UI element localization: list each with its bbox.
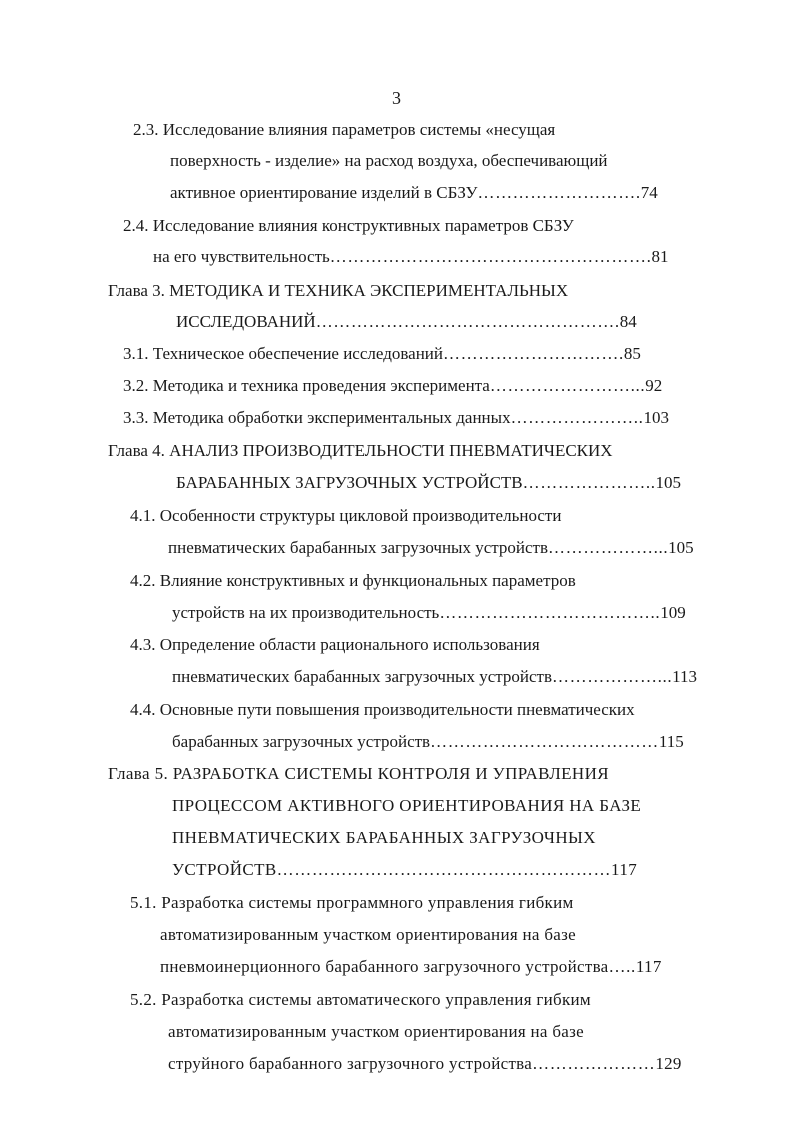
toc-page-ref: 117 <box>635 957 662 976</box>
toc-page-ref: 113 <box>672 667 698 686</box>
toc-line: 3.1. Техническое обеспечение исследований………………………….85 <box>123 344 641 363</box>
toc-page-ref: 105 <box>668 538 694 557</box>
toc-line: 4.3. Определение области рационального использования <box>130 635 540 654</box>
toc-page-ref: 117 <box>611 860 638 879</box>
toc-line: 4.4. Основные пути повышения производительности пневматических <box>130 700 635 719</box>
toc-line: 2.4. Исследование влияния конструктивных параметров СБЗУ <box>123 216 574 235</box>
toc-page-ref: 115 <box>658 732 684 751</box>
toc-line: ПРОЦЕССОМ АКТИВНОГО ОРИЕНТИРОВАНИЯ НА БАЗЕ <box>172 796 642 815</box>
toc-line: автоматизированным участком ориентирования на базе <box>168 1022 584 1041</box>
toc-line: автоматизированным участком ориентирования на базе <box>160 925 576 944</box>
toc-line: 5.1. Разработка системы программного управления гибким <box>130 893 574 912</box>
toc-page-ref: 129 <box>655 1054 682 1073</box>
chapter-heading: Глава 3. МЕТОДИКА И ТЕХНИКА ЭКСПЕРИМЕНТАЛЬНЫХ <box>108 281 569 300</box>
toc-line: на его чувствительность……………………………………………….81 <box>153 247 669 266</box>
toc-page-ref: 85 <box>623 344 641 363</box>
toc-page-ref: 92 <box>645 376 663 395</box>
toc-line: УСТРОЙСТВ…………………………………………………117 <box>172 860 638 879</box>
chapter-heading: Глава 4. АНАЛИЗ ПРОИЗВОДИТЕЛЬНОСТИ ПНЕВМАТИЧЕСКИХ <box>108 441 613 460</box>
toc-page-ref: 103 <box>643 408 669 427</box>
toc-page-ref: 109 <box>660 603 686 622</box>
toc-line: 3.3. Методика обработки экспериментальных данных…………………..103 <box>123 408 669 427</box>
toc-line: барабанных загрузочных устройств…………………………………115 <box>172 732 684 751</box>
toc-line: ИССЛЕДОВАНИЙ…………………………………………….84 <box>176 312 637 331</box>
toc-line: 4.2. Влияние конструктивных и функциональных параметров <box>130 571 576 590</box>
toc-line: 4.1. Особенности структуры цикловой производительности <box>130 506 562 525</box>
toc-line: 2.3. Исследование влияния параметров системы «несущая <box>133 120 556 139</box>
toc-line: ПНЕВМАТИЧЕСКИХ БАРАБАННЫХ ЗАГРУЗОЧНЫХ <box>172 828 596 847</box>
toc-line: активное ориентирование изделий в СБЗУ……………………….74 <box>170 183 658 202</box>
page-number: 3 <box>392 88 401 108</box>
chapter-heading: Глава 5. РАЗРАБОТКА СИСТЕМЫ КОНТРОЛЯ И УПРАВЛЕНИЯ <box>108 764 610 783</box>
toc-line: поверхность - изделие» на расход воздуха, обеспечивающий <box>170 151 608 170</box>
toc-line: пневмоинерционного барабанного загрузочного устройства…..117 <box>160 957 662 976</box>
toc-page-ref: 105 <box>655 473 682 492</box>
toc-page-ref: 81 <box>651 247 669 266</box>
toc-line: 5.2. Разработка системы автоматического управления гибким <box>130 990 591 1009</box>
toc-line: струйного барабанного загрузочного устройства…………………129 <box>168 1054 682 1073</box>
toc-line: пневматических барабанных загрузочных устройств………………...105 <box>168 538 694 557</box>
toc-line: БАРАБАННЫХ ЗАГРУЗОЧНЫХ УСТРОЙСТВ…………………..105 <box>176 473 682 492</box>
toc-line: 3.2. Методика и техника проведения эксперимента……………………...92 <box>123 376 663 395</box>
toc-line: устройств на их производительность………………………………..109 <box>172 603 686 622</box>
toc-line: пневматических барабанных загрузочных устройств………………...113 <box>172 667 698 686</box>
toc-page-ref: 84 <box>619 312 637 331</box>
toc-page-ref: 74 <box>640 183 658 202</box>
